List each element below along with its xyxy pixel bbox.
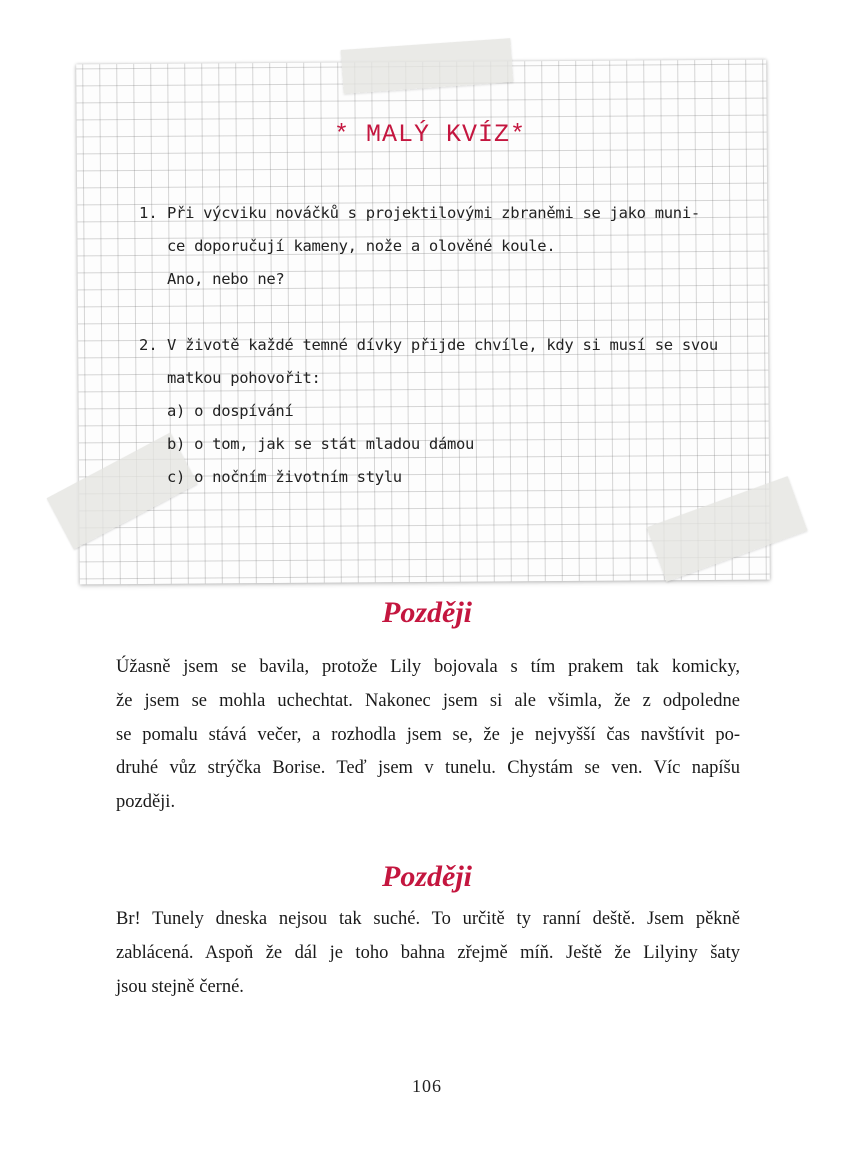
answer-option: b) o tom, jak se stát mladou dámou [167, 435, 475, 453]
section-heading: Později [382, 596, 472, 629]
question-number: 2. [139, 336, 158, 354]
text-line: později. [116, 792, 176, 813]
quiz-note [40, 30, 820, 595]
paragraph [116, 903, 740, 1004]
text-line: se pomalu stává večer, a rozhodla jsem se, že je nejvyšší čas navštívit po- [116, 724, 740, 745]
text-line: druhé vůz strýčka Borise. Teď jsem v tunelu. Chystám se ven. Víc napíšu [116, 758, 740, 779]
question-number: 1. [139, 204, 158, 222]
question-line: matkou pohovořit: [167, 369, 321, 387]
question-line: V životě každé temné dívky přijde chvíle, kdy si musí se svou [167, 336, 718, 354]
text-line: jsou stejně černé. [116, 976, 244, 997]
quiz-title: * MALÝ KVÍZ* [333, 120, 527, 149]
paragraph [116, 651, 740, 820]
text-line: zablácená. Aspoň že dál je toho bahna zřejmě míň. Ještě že Lilyiny šaty [116, 942, 740, 963]
answer-option: c) o nočním životním stylu [167, 468, 402, 486]
question-line: Ano, nebo ne? [167, 270, 285, 288]
text-line: že jsem se mohla uchechtat. Nakonec jsem si ale všimla, že z odpoledne [116, 690, 740, 711]
text-line: Úžasně jsem se bavila, protože Lily bojovala s tím prakem tak komicky, [116, 657, 740, 677]
text-line: Br! Tunely dneska nejsou tak suché. To určitě ty ranní deště. Jsem pěkně [116, 909, 740, 929]
section-heading: Později [382, 860, 472, 893]
page-number: 106 [412, 1076, 442, 1096]
question-line: ce doporučují kameny, nože a olověné koule. [167, 237, 556, 255]
question-line: Při výcviku nováčků s projektilovými zbraněmi se jako muni- [167, 204, 700, 222]
answer-option: a) o dospívání [167, 402, 294, 420]
